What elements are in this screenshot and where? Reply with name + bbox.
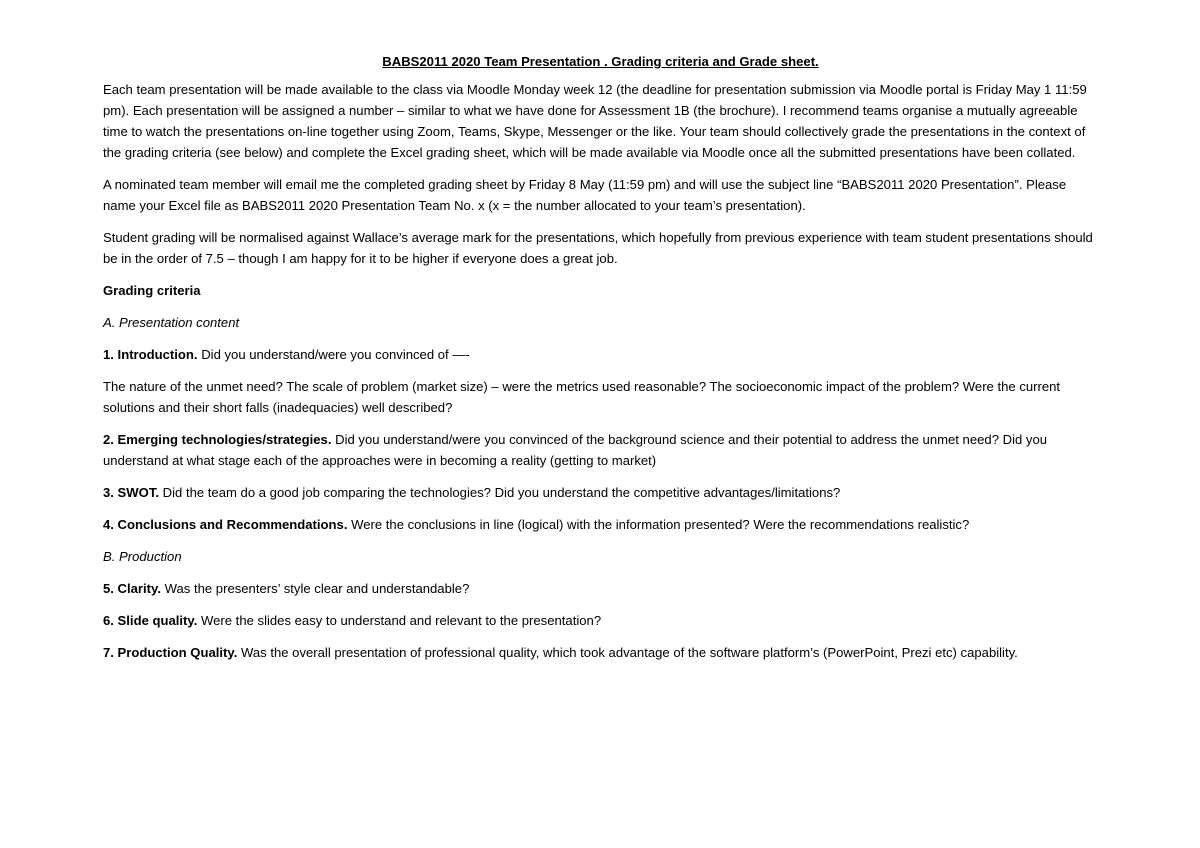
document-title: BABS2011 2020 Team Presentation . Grading criteria and Grade sheet. [382,54,819,69]
criterion-4-text: Were the conclusions in line (logical) with the information presented? Were the recommendations realistic? [347,517,970,532]
criterion-4 [103,514,1098,535]
criterion-1 [103,344,1098,365]
criterion-5 [103,578,1098,599]
section-a-heading: A. Presentation content [103,315,240,330]
criterion-3 [103,482,1098,503]
intro-paragraph-moodle: Each team presentation will be made available to the class via Moodle Monday week 12 (the deadline for presentation submission via Moodle portal is Friday May 1 11:59 pm). Each presentation will be assigned a number – similar to what we have done for Assessment 1B (the brochure). I recommend teams organise a mutually agreeable time to watch the presentations on-line together using Zoom, Teams, Skype, Messenger or the like. Your team should collectively grade the presentations in the context of the grading criteria (see below) and complete the Excel grading sheet, which will be made available via Moodle once all the submitted presentations have been collated. [103,82,1087,160]
criterion-5-label: 5. Clarity. [103,581,161,596]
criterion-3-text: Did the team do a good job comparing the technologies? Did you understand the competitive advantages/limitations? [159,485,841,500]
criterion-6 [103,610,1098,631]
criterion-2 [103,429,1098,471]
criterion-7 [103,642,1098,663]
criterion-2-label: 2. Emerging technologies/strategies. [103,432,332,447]
criterion-1-detail: The nature of the unmet need? The scale of problem (market size) – were the metrics used reasonable? The socioeconomic impact of the problem? Were the current solutions and their short falls (inadequacies) well described? [103,379,1061,415]
criterion-1-label: 1. Introduction. [103,347,198,362]
criterion-4-label: 4. Conclusions and Recommendations. [103,517,348,532]
section-b-heading: B. Production [103,549,182,564]
criterion-5-text: Was the presenters’ style clear and understandable? [160,581,470,596]
criterion-2-text: Did you understand/were you convinced of the background science and their potential to address the unmet need? Did you understand at what stage each of the approaches were in becoming a reality (getting to market) [103,432,1048,468]
document-body [103,51,1098,674]
criterion-3-label: 3. SWOT. [103,485,160,500]
criterion-7-label: 7. Production Quality. [103,645,238,660]
criterion-6-text: Were the slides easy to understand and relevant to the presentation? [197,613,602,628]
intro-paragraph-email: A nominated team member will email me the completed grading sheet by Friday 8 May (11:59 pm) and will use the subject line “BABS2011 2020 Presentation”. Please name your Excel file as BABS2011 2020 Presentation Team No. x (x = the number allocated to your team’s presentation). [103,177,1067,213]
grading-criteria-heading: Grading criteria [103,283,201,298]
criterion-6-label: 6. Slide quality. [103,613,198,628]
criterion-7-text: Was the overall presentation of professional quality, which took advantage of the software platform’s (PowerPoint, Prezi etc) capability. [237,645,1018,660]
intro-paragraph-normalisation: Student grading will be normalised against Wallace’s average mark for the presentations, which hopefully from previous experience with team student presentations should be in the order of 7.5 – though I am happy for it to be higher if everyone does a great job. [103,230,1093,266]
criterion-1-text: Did you understand/were you convinced of —- [197,347,470,362]
